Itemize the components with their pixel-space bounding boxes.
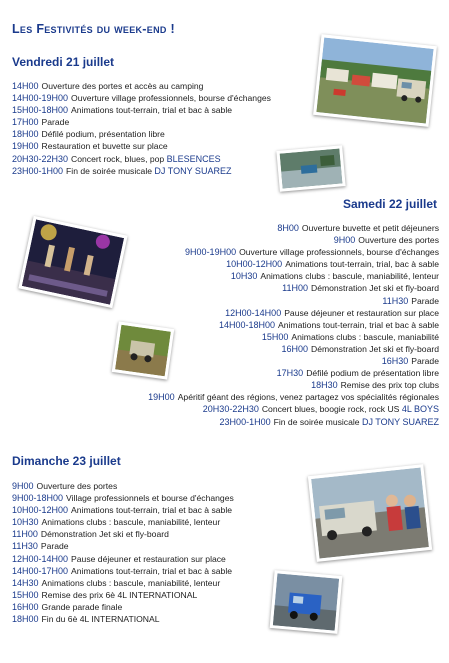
saturday-schedule	[148, 222, 439, 428]
event-description: Remise des prix top clubs	[340, 380, 439, 391]
page-title: Les Festivités du week-end !	[12, 22, 175, 36]
schedule-item	[148, 270, 439, 282]
schedule-item	[12, 601, 234, 613]
event-description: Démonstration Jet ski et fly-board	[310, 283, 439, 294]
schedule-item	[12, 553, 234, 565]
schedule-item	[12, 516, 234, 528]
schedule-item	[148, 319, 439, 331]
event-time: 15H00-18H00	[12, 105, 69, 116]
event-time: 15H00	[261, 331, 289, 342]
schedule-item	[12, 565, 234, 577]
event-time: 8H00	[277, 223, 299, 233]
event-performer: DJ TONY SUAREZ	[361, 416, 439, 427]
schedule-item	[148, 234, 439, 246]
event-description: Ouverture des portes	[36, 481, 118, 491]
event-time: 12H00-14H00	[12, 553, 69, 564]
concert-stage-photo	[18, 216, 127, 308]
event-time: 10H00-12H00	[12, 505, 69, 516]
event-description: Animations clubs : bascule, maniabilité	[291, 331, 439, 342]
event-time: 15H00	[12, 589, 39, 600]
schedule-item	[148, 295, 439, 307]
event-description: Ouverture village professionnels, bourse d'échanges	[239, 247, 439, 258]
schedule-item	[12, 104, 271, 116]
schedule-item	[148, 367, 439, 379]
schedule-item	[148, 331, 439, 343]
event-time: 16H30	[381, 356, 409, 367]
event-description: Grande parade finale	[41, 601, 123, 612]
schedule-item	[12, 140, 271, 152]
offroad-car-photo	[112, 321, 175, 379]
schedule-item	[12, 480, 234, 492]
event-description: Apéritif géant des régions, venez partagez vos spécialités régionales	[177, 392, 439, 403]
event-time: 20H30-22H30	[12, 153, 69, 164]
event-time: 18H30	[311, 380, 338, 391]
schedule-item	[148, 307, 439, 319]
schedule-item	[148, 343, 439, 355]
event-time: 12H00-14H00	[225, 307, 282, 318]
schedule-item	[148, 246, 439, 258]
event-description: Ouverture des portes et accès au camping	[41, 81, 204, 91]
schedule-item	[12, 492, 234, 504]
event-time: 14H00-19H00	[12, 93, 69, 104]
event-description: Pause déjeuner et restauration sur place	[71, 553, 226, 564]
schedule-item	[12, 165, 271, 177]
event-description: Défilé podium, présentation libre	[41, 129, 165, 140]
event-time: 14H00-17H00	[12, 565, 69, 576]
event-time: 18H00	[12, 614, 39, 625]
event-time: 19H00	[12, 141, 39, 152]
event-time: 10H30	[12, 517, 39, 528]
event-time: 16H00	[281, 343, 308, 354]
event-time: 14H00	[12, 81, 39, 91]
event-time: 14H30	[12, 577, 39, 588]
schedule-item	[12, 528, 234, 540]
event-description: Ouverture village professionnels, bourse d'échanges	[71, 93, 271, 104]
schedule-item	[12, 540, 234, 552]
event-description: Animations clubs : bascule, maniabilité, lenteur	[41, 517, 221, 528]
event-time: 10H00-12H00	[226, 259, 283, 270]
event-description: Fin de soirée musicale	[66, 165, 153, 176]
schedule-item	[148, 258, 439, 270]
event-time: 16H00	[12, 601, 39, 612]
schedule-item	[12, 116, 271, 128]
event-description: Parade	[411, 295, 439, 306]
event-performer: 4L BOYS	[401, 404, 439, 415]
event-description: Défilé podium de présentation libre	[306, 368, 439, 379]
parade-cars-photo	[308, 464, 432, 562]
event-description: Démonstration Jet ski et fly-board	[310, 343, 439, 354]
event-time: 11H30	[12, 541, 38, 552]
event-time: 11H00	[282, 283, 308, 294]
schedule-item	[12, 128, 271, 140]
event-description: Animations tout-terrain, trial et bac à sable	[71, 505, 233, 516]
event-description: Animations tout-terrain, trial et bac à sable	[71, 105, 233, 116]
event-description: Fin de soirée musicale	[273, 416, 360, 427]
event-description: Concert rock, blues, pop	[71, 153, 165, 164]
event-description: Animations clubs : bascule, maniabilité, lenteur	[41, 577, 221, 588]
day-heading-friday: Vendredi 21 juillet	[12, 55, 115, 69]
event-description: Remise des prix 6è 4L INTERNATIONAL	[41, 589, 198, 600]
event-description: Restauration et buvette sur place	[41, 141, 168, 152]
event-time: 10H30	[230, 271, 258, 282]
event-description: Animations tout-terrain, trial, bac à sable	[285, 259, 439, 270]
sunday-schedule	[12, 480, 234, 625]
event-description: Concert blues, boogie rock, rock US	[261, 404, 400, 415]
schedule-item	[148, 282, 439, 294]
event-time: 11H30	[382, 295, 409, 306]
jetski-photo	[276, 145, 345, 192]
schedule-item	[148, 416, 439, 428]
event-time: 18H00	[12, 129, 39, 140]
event-time: 11H00	[12, 529, 38, 540]
schedule-item	[148, 391, 439, 403]
event-time: 17H30	[276, 368, 304, 379]
schedule-item	[148, 355, 439, 367]
event-performer: DJ TONY SUAREZ	[154, 165, 232, 176]
schedule-item	[148, 403, 439, 415]
schedule-item	[12, 80, 271, 92]
event-time: 9H00	[12, 481, 34, 491]
event-description: Pause déjeuner et restauration sur place	[284, 307, 439, 318]
event-time: 20H30-22H30	[202, 404, 259, 415]
event-time: 17H00	[12, 117, 39, 128]
camping-cars-photo	[313, 34, 437, 127]
event-description: Parade	[41, 117, 70, 128]
event-time: 19H00	[148, 392, 175, 403]
event-performer: BLESENCES	[166, 153, 221, 164]
event-time: 9H00	[333, 235, 356, 246]
event-time: 23H00-1H00	[12, 165, 64, 176]
event-description: Animations tout-terrain, trial et bac à sable	[278, 319, 439, 330]
event-description: Parade	[411, 356, 439, 367]
event-description: Animations tout-terrain, trial et bac à sable	[71, 565, 233, 576]
event-description: Fin du 6è 4L INTERNATIONAL	[41, 614, 160, 625]
schedule-item	[148, 379, 439, 391]
schedule-item	[12, 589, 234, 601]
event-description: Animations clubs : bascule, maniabilité, lenteur	[260, 271, 439, 282]
schedule-item	[12, 92, 271, 104]
schedule-item	[12, 504, 234, 516]
schedule-item	[148, 222, 439, 234]
event-time: 9H00-19H00	[185, 247, 237, 258]
blue-car-photo	[270, 570, 343, 634]
event-description: Ouverture buvette et petit déjeuners	[301, 223, 439, 233]
event-time: 23H00-1H00	[219, 416, 271, 427]
event-description: Parade	[40, 541, 69, 552]
schedule-item	[12, 153, 271, 165]
schedule-item	[12, 613, 234, 625]
event-description: Ouverture des portes	[358, 235, 439, 246]
event-time: 14H00-18H00	[218, 319, 276, 330]
event-description: Village professionnels et bourse d'échanges	[66, 493, 234, 504]
day-heading-sunday: Dimanche 23 juillet	[12, 454, 121, 468]
friday-schedule	[12, 80, 271, 177]
event-description: Démonstration Jet ski et fly-board	[40, 529, 169, 540]
day-heading-saturday: Samedi 22 juillet	[342, 197, 437, 211]
event-time: 9H00-18H00	[12, 493, 64, 504]
schedule-item	[12, 577, 234, 589]
